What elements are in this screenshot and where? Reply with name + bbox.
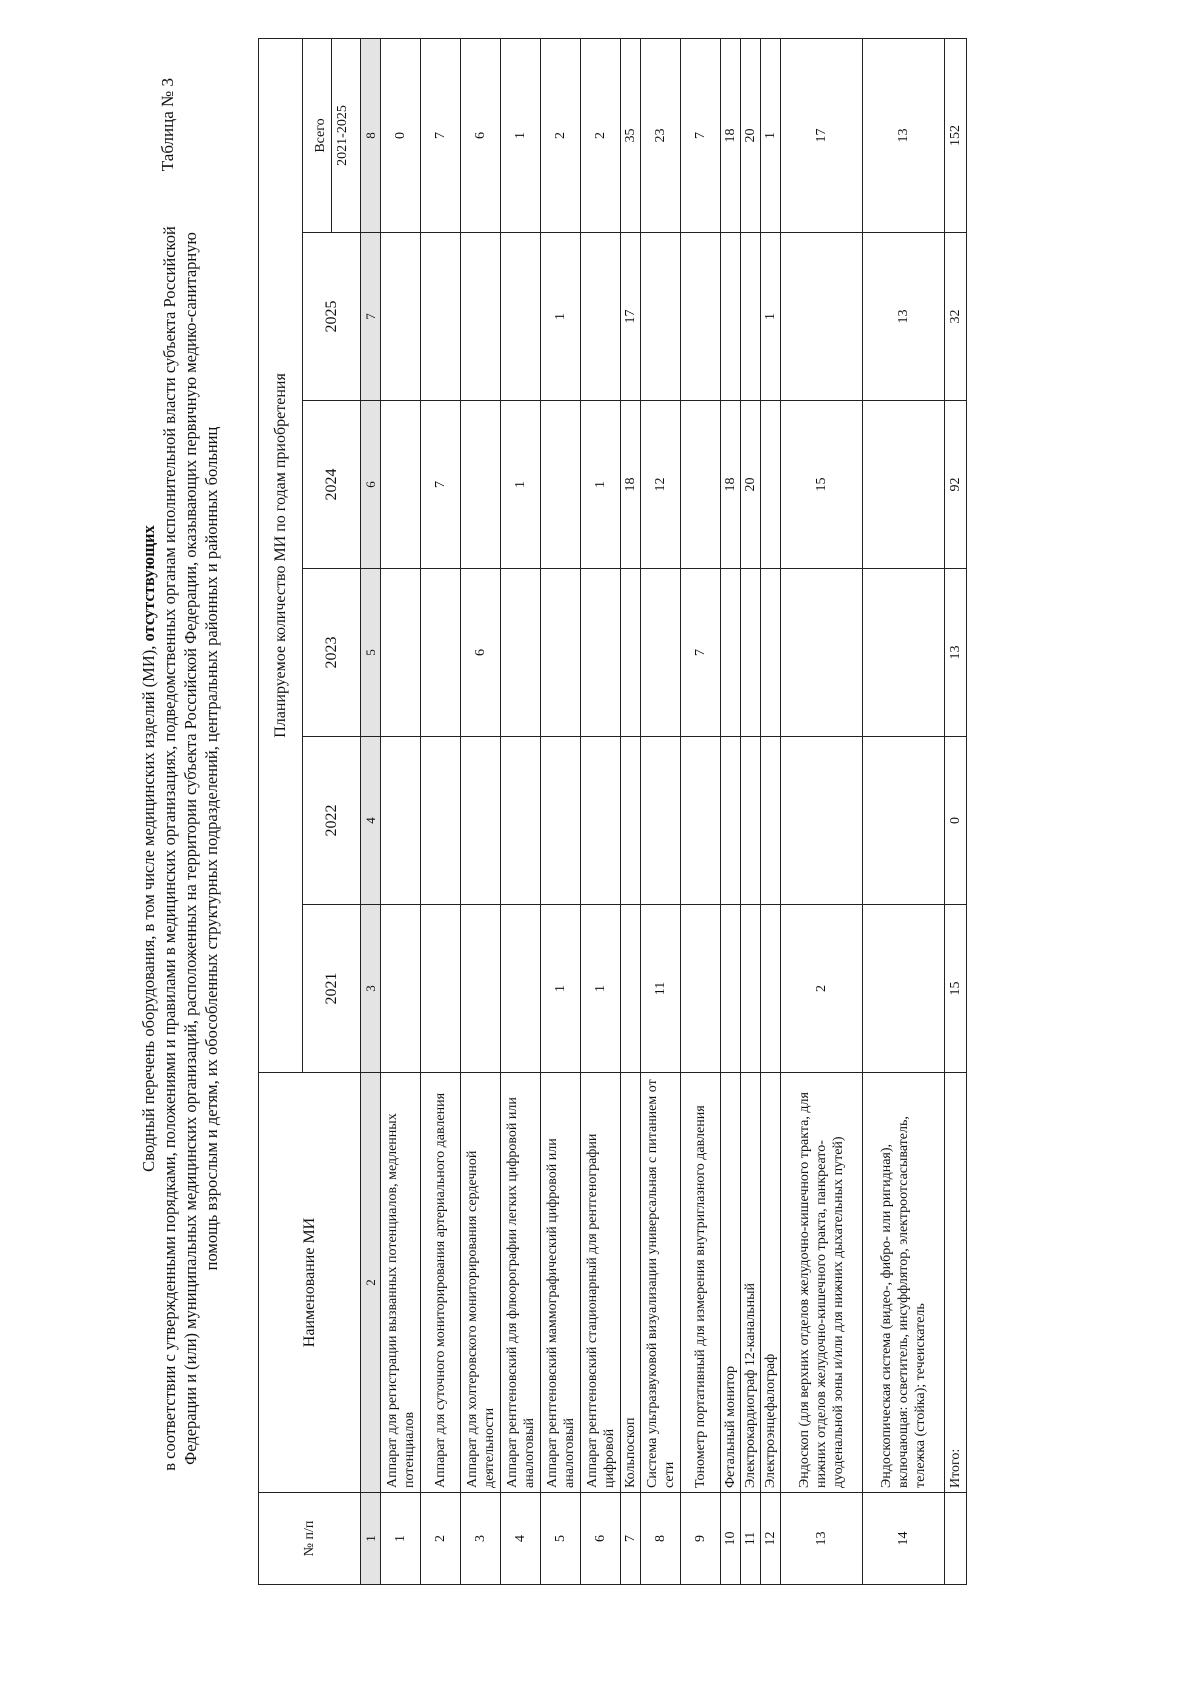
totals-number-cell <box>945 1493 967 1585</box>
table-row <box>621 38 641 1584</box>
index-cell: 1 <box>361 1493 381 1585</box>
equipment-table <box>258 38 967 1585</box>
row-2024 <box>863 401 945 569</box>
row-name: Эндоскоп (для верхних отделов желудочно-кишечного тракта, для нижних отделов желудочно-кишечного тракта, панкреато-дуоденальной зоны и/или для нижних дыхательных путей) <box>781 1073 863 1493</box>
totals-label: Итого: <box>945 1073 967 1493</box>
index-cell: 3 <box>361 905 381 1073</box>
row-2023 <box>621 569 641 737</box>
row-2025: 1 <box>761 233 781 401</box>
row-2022 <box>741 737 761 905</box>
index-cell: 6 <box>361 401 381 569</box>
row-name: Система ультразвуковой визуализации универсальная с питанием от сети <box>641 1073 681 1493</box>
table-row <box>421 38 461 1584</box>
row-2022 <box>581 737 621 905</box>
heading-line-2: в соответствии с утвержденными порядками, положениями и правилами в медицинских организациях, подведомственных органам исполнительной власти субъекта Российской <box>160 226 179 1471</box>
table-row <box>541 38 581 1584</box>
row-total: 7 <box>421 38 461 232</box>
index-cell: 5 <box>361 569 381 737</box>
totals-all: 152 <box>945 38 967 232</box>
header-year-2025: 2025 <box>303 233 361 401</box>
totals-2021: 15 <box>945 905 967 1073</box>
heading-line-4: помощь взрослым и детям, их обособленных структурных подразделений, центральных районных и районных больниц <box>202 426 221 1271</box>
header-year-2023: 2023 <box>303 569 361 737</box>
row-2025 <box>501 233 541 401</box>
row-2022 <box>421 737 461 905</box>
row-number: 5 <box>541 1493 581 1585</box>
row-2024: 20 <box>741 401 761 569</box>
header-name: Наименование МИ <box>259 1073 361 1493</box>
row-number: 13 <box>781 1493 863 1585</box>
row-2023 <box>641 569 681 737</box>
row-2024: 15 <box>781 401 863 569</box>
row-number: 9 <box>681 1493 721 1585</box>
row-total: 17 <box>781 38 863 232</box>
row-name: Аппарат рентгеновский стационарный для рентгенографии цифровой <box>581 1073 621 1493</box>
row-2022 <box>621 737 641 905</box>
row-2024: 18 <box>721 401 741 569</box>
row-2024: 12 <box>641 401 681 569</box>
row-2023 <box>381 569 421 737</box>
row-2021 <box>421 905 461 1073</box>
header-planned-quantity: Планируемое количество МИ по годам приобретения <box>259 38 303 1072</box>
row-2021 <box>761 905 781 1073</box>
row-name: Электроэнцефалограф <box>761 1073 781 1493</box>
heading-line-1-bold: отсутствующих <box>139 525 158 642</box>
row-2021 <box>721 905 741 1073</box>
row-2022 <box>381 737 421 905</box>
table-row <box>581 38 621 1584</box>
row-2025 <box>421 233 461 401</box>
row-total: 1 <box>761 38 781 232</box>
totals-row <box>945 38 967 1584</box>
row-number: 1 <box>381 1493 421 1585</box>
row-2023 <box>541 569 581 737</box>
row-number: 4 <box>501 1493 541 1585</box>
row-2024 <box>681 401 721 569</box>
row-number: 8 <box>641 1493 681 1585</box>
index-cell: 4 <box>361 737 381 905</box>
row-2023 <box>721 569 741 737</box>
row-2021: 2 <box>781 905 863 1073</box>
row-name: Аппарат для суточного мониторирования артериального давления <box>421 1073 461 1493</box>
table-row <box>863 38 945 1584</box>
row-total: 0 <box>381 38 421 232</box>
row-2021 <box>461 905 501 1073</box>
row-2024 <box>541 401 581 569</box>
row-2021: 1 <box>581 905 621 1073</box>
row-total: 6 <box>461 38 501 232</box>
row-name: Фетальный монитор <box>721 1073 741 1493</box>
index-cell: 8 <box>361 38 381 232</box>
row-number: 6 <box>581 1493 621 1585</box>
row-number: 2 <box>421 1493 461 1585</box>
totals-2023: 13 <box>945 569 967 737</box>
table-row <box>461 38 501 1584</box>
header-year-2021: 2021 <box>303 905 361 1073</box>
row-total: 13 <box>863 38 945 232</box>
row-total: 18 <box>721 38 741 232</box>
row-2023 <box>741 569 761 737</box>
index-cell: 7 <box>361 233 381 401</box>
row-2025 <box>721 233 741 401</box>
row-name: Эндоскопическая система (видео-, фибро- или ригидная), включающая: осветитель, инсуффлятор, электроотсасыватель, тележка (стойка); течеискатель <box>863 1073 945 1493</box>
row-name: Аппарат для регистрации вызванных потенциалов, медленных потенциалов <box>381 1073 421 1493</box>
table-row <box>721 38 741 1584</box>
heading-line-1-prefix: Сводный перечень оборудования, в том числе медицинских изделий (МИ), <box>139 645 158 1172</box>
column-index-row <box>361 38 381 1584</box>
index-cell: 2 <box>361 1073 381 1493</box>
table-row <box>681 38 721 1584</box>
row-number: 3 <box>461 1493 501 1585</box>
row-2024 <box>761 401 781 569</box>
row-total: 7 <box>681 38 721 232</box>
document-heading <box>138 110 222 1587</box>
row-2024: 1 <box>581 401 621 569</box>
totals-2024: 92 <box>945 401 967 569</box>
row-2021 <box>621 905 641 1073</box>
row-2022 <box>541 737 581 905</box>
row-2025: 13 <box>863 233 945 401</box>
row-2023 <box>781 569 863 737</box>
row-2025 <box>381 233 421 401</box>
header-year-2022: 2022 <box>303 737 361 905</box>
totals-2025: 32 <box>945 233 967 401</box>
header-total-bottom: 2021-2025 <box>335 105 350 166</box>
row-2022 <box>781 737 863 905</box>
row-2023 <box>501 569 541 737</box>
row-2021 <box>863 905 945 1073</box>
row-2023 <box>581 569 621 737</box>
row-2023 <box>863 569 945 737</box>
row-2025 <box>781 233 863 401</box>
row-total: 23 <box>641 38 681 232</box>
table-row <box>381 38 421 1584</box>
row-2024 <box>461 401 501 569</box>
row-2021 <box>681 905 721 1073</box>
header-number: № п/п <box>259 1493 361 1585</box>
row-2025 <box>581 233 621 401</box>
row-2025 <box>461 233 501 401</box>
header-year-2024: 2024 <box>303 401 361 569</box>
table-row <box>741 38 761 1584</box>
row-2024: 7 <box>421 401 461 569</box>
row-name: Аппарат рентгеновский маммографический цифровой или аналоговый <box>541 1073 581 1493</box>
row-2021 <box>501 905 541 1073</box>
row-2024: 1 <box>501 401 541 569</box>
row-name: Аппарат для холтеровского мониторирования сердечной деятельности <box>461 1073 501 1493</box>
row-2022 <box>501 737 541 905</box>
row-2021 <box>741 905 761 1073</box>
row-total: 2 <box>541 38 581 232</box>
row-2025 <box>741 233 761 401</box>
table-row <box>641 38 681 1584</box>
row-number: 11 <box>741 1493 761 1585</box>
row-2022 <box>863 737 945 905</box>
row-2023: 7 <box>681 569 721 737</box>
row-2022 <box>641 737 681 905</box>
row-2022 <box>761 737 781 905</box>
table-row <box>781 38 863 1584</box>
table-row <box>761 38 781 1584</box>
row-total: 1 <box>501 38 541 232</box>
row-2021 <box>381 905 421 1073</box>
heading-line-1 <box>138 110 159 1587</box>
row-2022 <box>461 737 501 905</box>
row-name: Аппарат рентгеновский для флюорографии легких цифровой или аналоговый <box>501 1073 541 1493</box>
row-2024 <box>381 401 421 569</box>
table-row <box>501 38 541 1584</box>
row-2023 <box>761 569 781 737</box>
table-number-label: Таблица № 3 <box>158 78 177 172</box>
row-total: 35 <box>621 38 641 232</box>
row-name: Тонометр портативный для измерения внутриглазного давления <box>681 1073 721 1493</box>
row-2024: 18 <box>621 401 641 569</box>
row-number: 14 <box>863 1493 945 1585</box>
row-2025 <box>681 233 721 401</box>
header-total <box>303 38 361 232</box>
row-2021: 11 <box>641 905 681 1073</box>
row-2023 <box>421 569 461 737</box>
row-2023: 6 <box>461 569 501 737</box>
row-name: Кольпоскоп <box>621 1073 641 1493</box>
row-name: Электрокардиограф 12-канальный <box>741 1073 761 1493</box>
totals-2022: 0 <box>945 737 967 905</box>
row-2022 <box>721 737 741 905</box>
row-2022 <box>681 737 721 905</box>
row-total: 2 <box>581 38 621 232</box>
row-number: 7 <box>621 1493 641 1585</box>
row-number: 12 <box>761 1493 781 1585</box>
row-2025: 1 <box>541 233 581 401</box>
row-total: 20 <box>741 38 761 232</box>
row-number: 10 <box>721 1493 741 1585</box>
header-total-top: Всего <box>310 39 332 232</box>
row-2025 <box>641 233 681 401</box>
row-2025: 17 <box>621 233 641 401</box>
row-2021: 1 <box>541 905 581 1073</box>
heading-line-3: Федерации и (или) муниципальных медицинских организаций, расположенных на территории субъекта Российской Федерации, оказывающих первичную медико-санитарную <box>181 232 200 1465</box>
